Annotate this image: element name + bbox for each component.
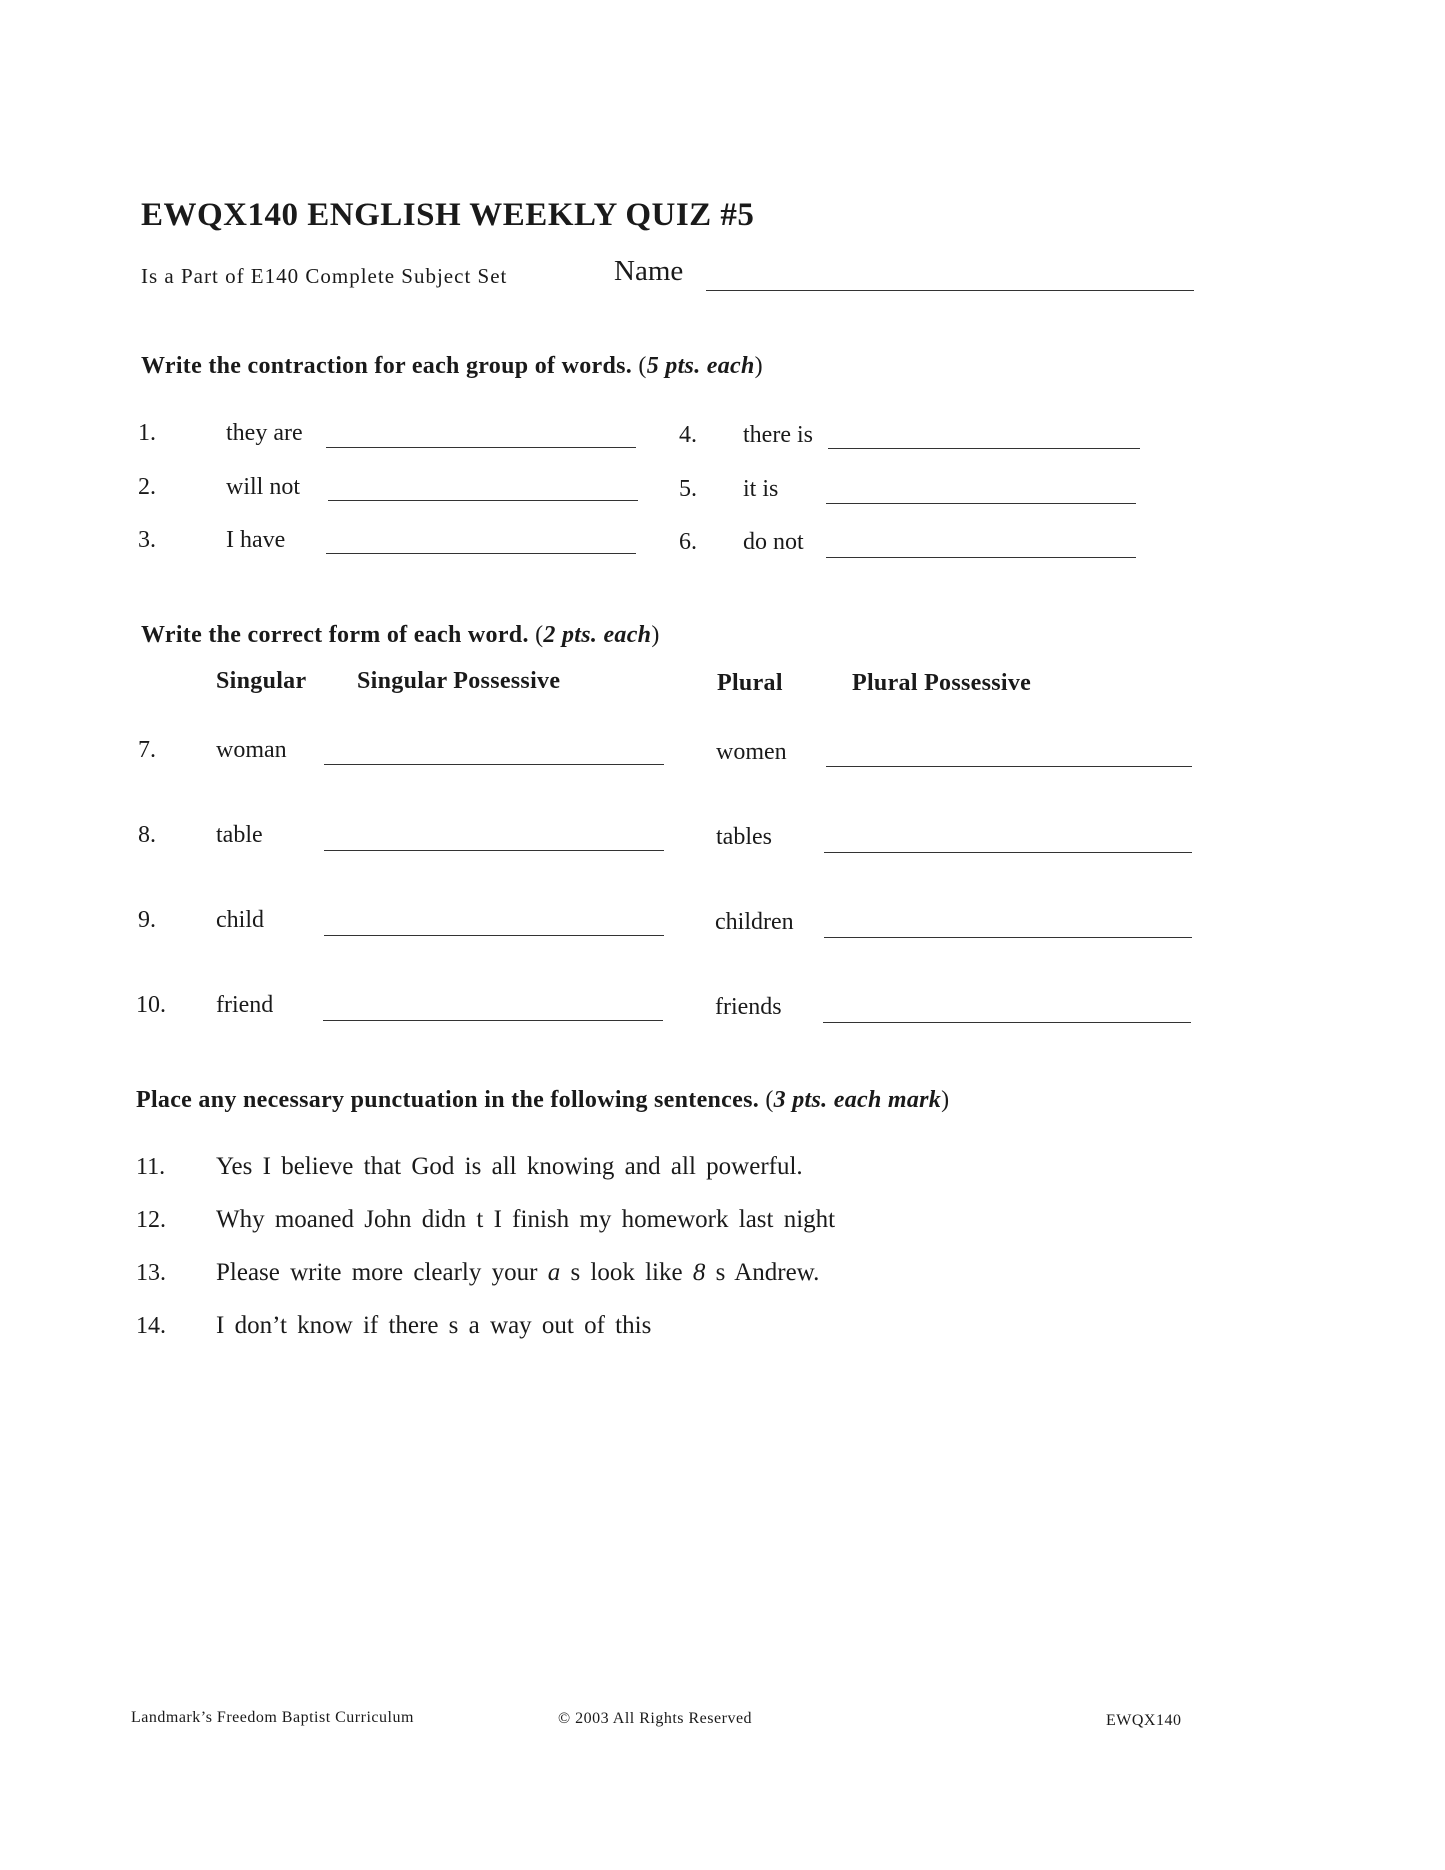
plural-possessive-line-9[interactable] [824,937,1192,938]
answer-line-6[interactable] [826,557,1136,558]
item-number-7: 7. [138,737,156,763]
item-words-4: there is [743,422,813,448]
section1-heading: Write the contraction for each group of words. (5 pts. each) [141,353,763,379]
sentence-12: Why moaned John didn t I finish my homework last night [216,1206,836,1233]
singular-possessive-line-7[interactable] [324,764,664,765]
item-words-5: it is [743,476,779,502]
item-number-4: 4. [679,422,697,448]
singular-word-9: child [216,907,264,933]
item-number-1: 1. [138,420,156,446]
item-number-5: 5. [679,476,697,502]
item-number-12: 12. [136,1207,166,1233]
item-words-3: I have [226,527,286,553]
name-answer-line[interactable] [706,290,1194,291]
sentence-14: I don’t know if there s a way out of this [216,1312,652,1339]
plural-word-9: children [715,909,794,935]
plural-possessive-line-10[interactable] [823,1022,1191,1023]
plural-word-10: friends [715,994,782,1020]
item-number-2: 2. [138,474,156,500]
section2-heading: Write the correct form of each word. (2 pts. each) [141,622,660,648]
column-header-plural-possessive: Plural Possessive [852,670,1032,696]
name-label: Name [614,255,684,287]
item-words-6: do not [743,529,804,555]
footer-publisher: Landmark’s Freedom Baptist Curriculum [131,1709,414,1726]
answer-line-1[interactable] [326,447,636,448]
item-words-1: they are [226,420,303,446]
item-number-14: 14. [136,1313,166,1339]
footer-copyright: © 2003 All Rights Reserved [558,1710,753,1727]
sentence-13: Please write more clearly your a s look like 8 s Andrew. [216,1259,820,1286]
footer-code: EWQX140 [1106,1712,1182,1729]
section3-heading: Place any necessary punctuation in the following sentences. (3 pts. each mark) [136,1087,950,1113]
column-header-plural: Plural [717,670,783,696]
item-number-9: 9. [138,907,156,933]
item-number-13: 13. [136,1260,166,1286]
sentence-11: Yes I believe that God is all knowing and all powerful. [216,1153,803,1180]
singular-word-8: table [216,822,263,848]
item-words-2: will not [226,474,301,500]
singular-word-10: friend [216,992,274,1018]
item-number-8: 8. [138,822,156,848]
column-header-singular-possessive: Singular Possessive [357,668,561,694]
subject-set-note: Is a Part of E140 Complete Subject Set [141,264,508,288]
quiz-title: EWQX140 ENGLISH WEEKLY QUIZ #5 [141,197,755,233]
answer-line-4[interactable] [828,448,1140,449]
plural-word-7: women [716,739,787,765]
plural-possessive-line-8[interactable] [824,852,1192,853]
item-number-6: 6. [679,529,697,555]
singular-word-7: woman [216,737,287,763]
item-number-11: 11. [136,1154,166,1180]
answer-line-2[interactable] [328,500,638,501]
singular-possessive-line-9[interactable] [324,935,664,936]
plural-possessive-line-7[interactable] [826,766,1192,767]
answer-line-5[interactable] [826,503,1136,504]
item-number-10: 10. [136,992,166,1018]
column-header-singular: Singular [216,668,307,694]
plural-word-8: tables [716,824,772,850]
item-number-3: 3. [138,527,156,553]
answer-line-3[interactable] [326,553,636,554]
singular-possessive-line-8[interactable] [324,850,664,851]
singular-possessive-line-10[interactable] [323,1020,663,1021]
